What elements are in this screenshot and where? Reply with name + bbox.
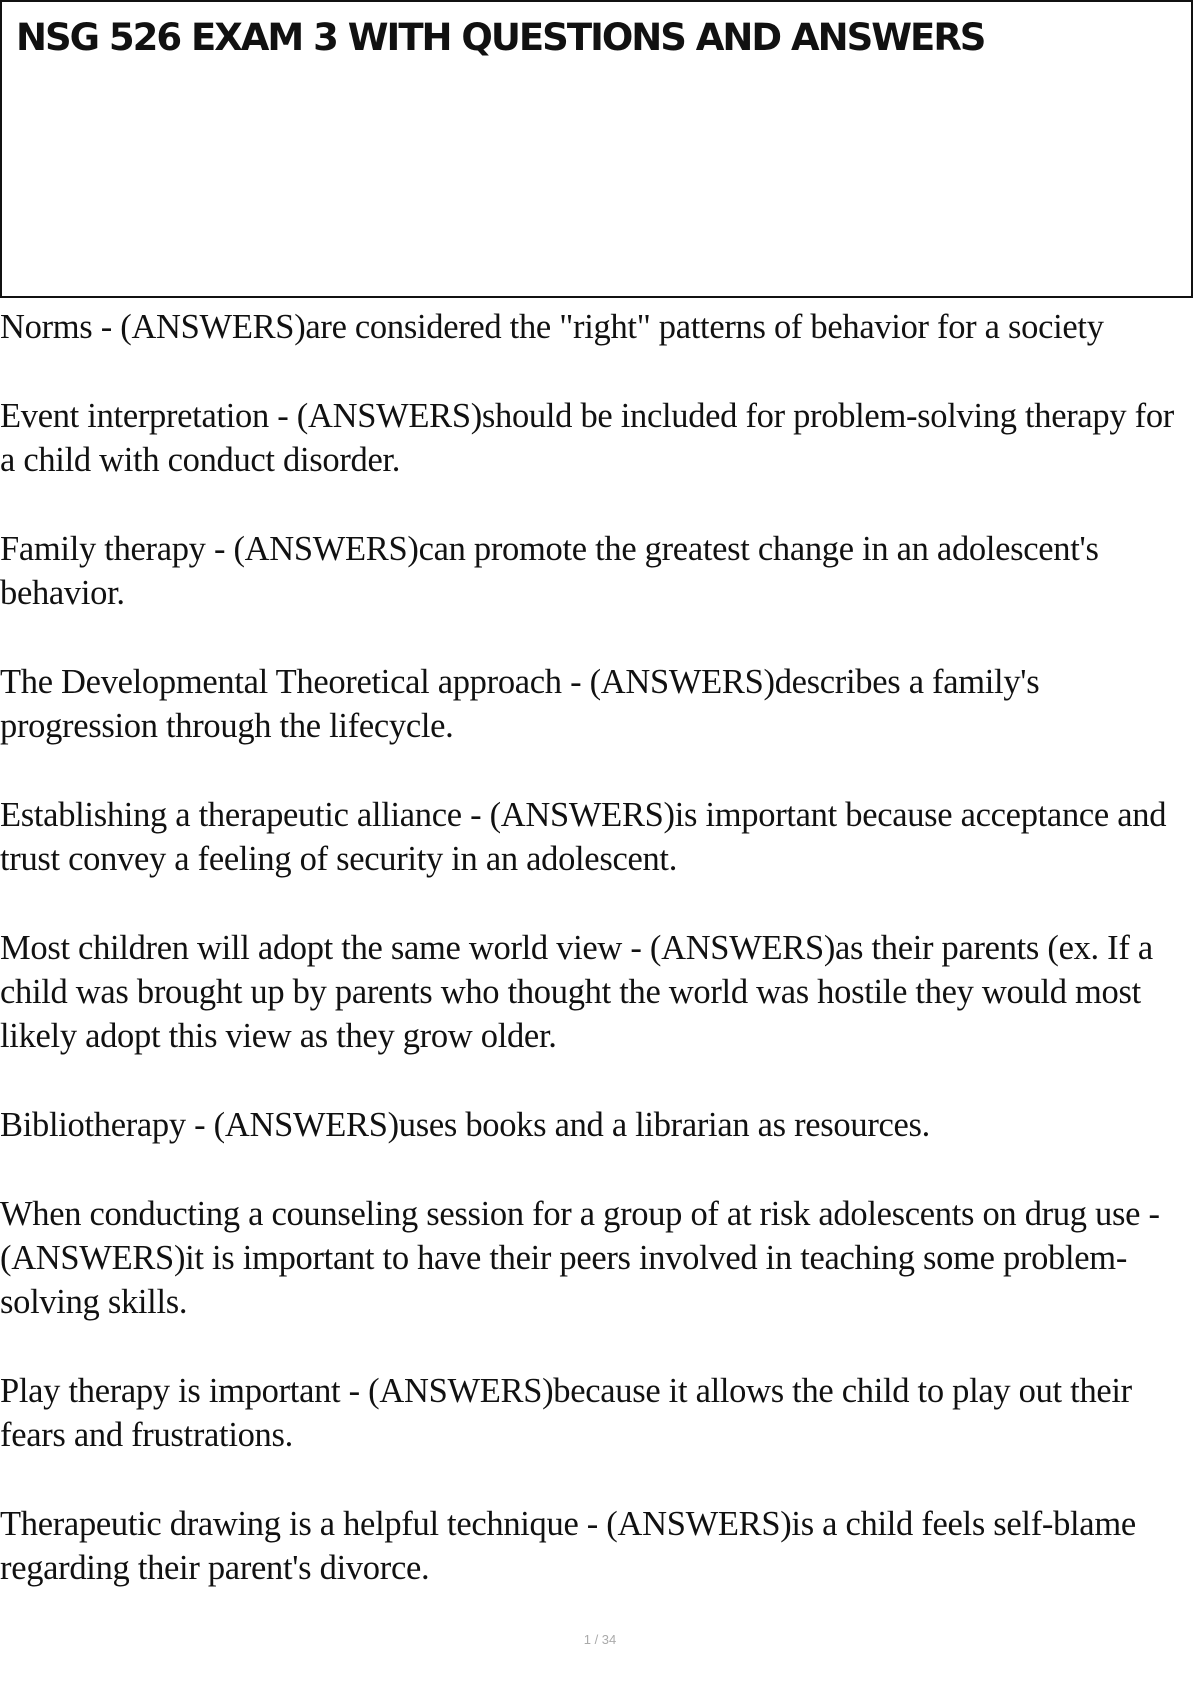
document-title: NSG 526 EXAM 3 WITH QUESTIONS AND ANSWERS [16,16,985,59]
qa-item: Event interpretation - (ANSWERS)should be included for problem-solving therapy for a child with conduct disorder. [0,397,1174,479]
qa-item: Therapeutic drawing is a helpful technique - (ANSWERS)is a child feels self-blame regarding their parent's divorce. [0,1505,1136,1587]
page-number: 1 / 34 [583,1632,617,1647]
qa-item: Bibliotherapy - (ANSWERS)uses books and a librarian as resources. [0,1106,930,1144]
qa-item: Family therapy - (ANSWERS)can promote the greatest change in an adolescent's behavior. [0,530,1099,612]
qa-item: Play therapy is important - (ANSWERS)because it allows the child to play out their fears and frustrations. [0,1372,1132,1454]
qa-item: Most children will adopt the same world view - (ANSWERS)as their parents (ex. If a child was brought up by parents who thought the world was hostile they would most likely adopt this view as they grow older. [0,929,1153,1055]
qa-item: The Developmental Theoretical approach - (ANSWERS)describes a family's progression through the lifecycle. [0,663,1040,745]
qa-list [0,305,1196,1590]
qa-item: When conducting a counseling session for a group of at risk adolescents on drug use - (ANSWERS)it is important to have their peers involved in teaching some problem-solving skills. [0,1195,1160,1321]
qa-item: Establishing a therapeutic alliance - (ANSWERS)is important because acceptance and trust convey a feeling of security in an adolescent. [0,796,1167,878]
title-box [0,0,1193,298]
qa-item: Norms - (ANSWERS)are considered the "right" patterns of behavior for a society [0,308,1104,346]
